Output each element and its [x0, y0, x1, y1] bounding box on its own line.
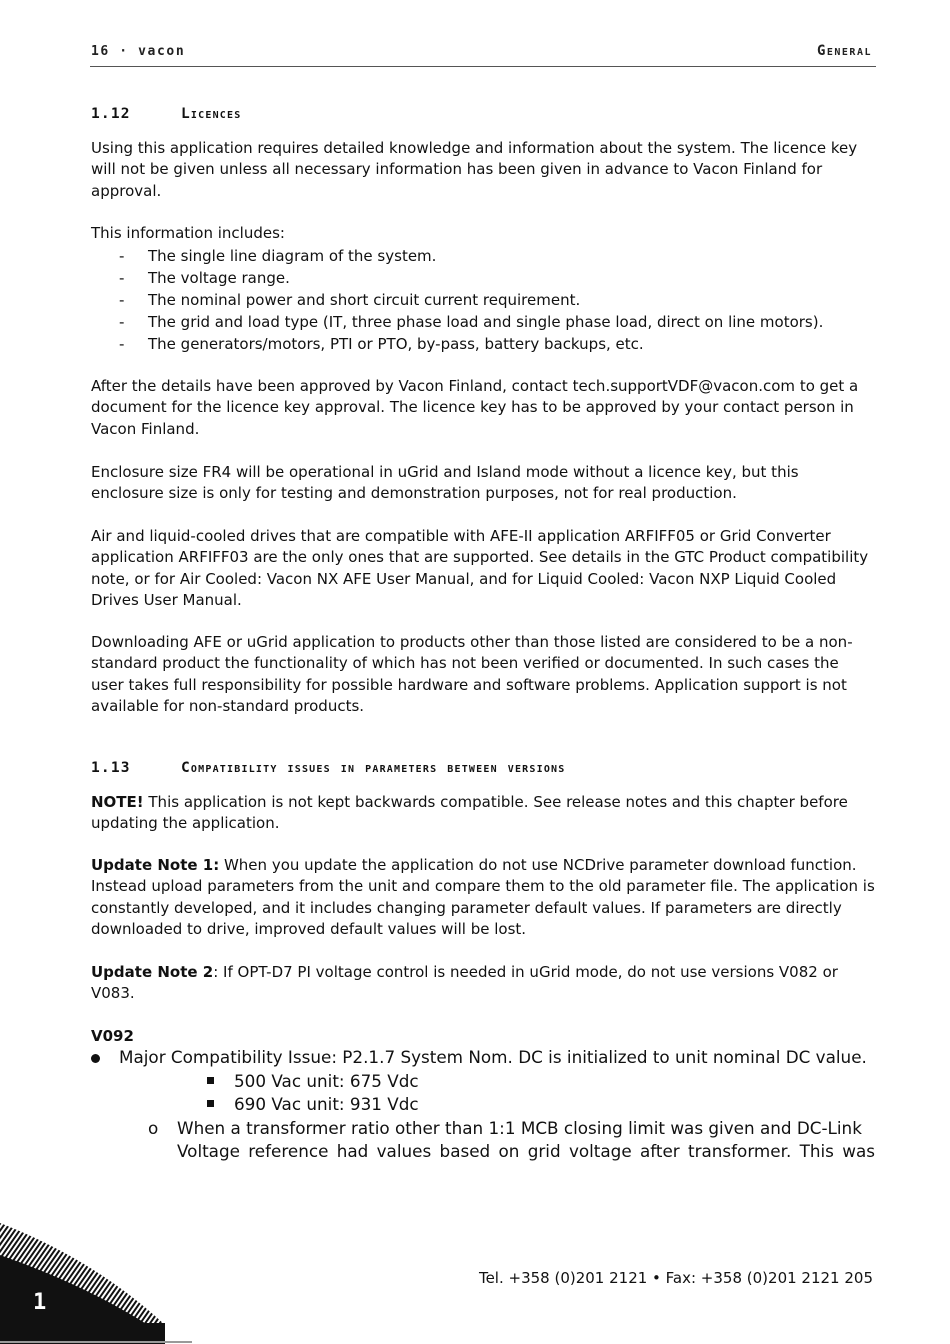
- transformer-note-line-2: Voltage reference had values based on grid voltage after transformer. This was: [177, 1141, 875, 1161]
- list-item: - The grid and load type (IT, three phase load and single phase load, direct on line motors).: [119, 313, 824, 331]
- note-paragraph: NOTE! This application is not kept backwards compatible. See release notes and this chapter before updating the application.: [91, 793, 848, 833]
- update-note-1-paragraph: Update Note 1: When you update the application do not use NCDrive parameter download function. Instead upload parameters from the unit and compare them to the old parameter file. The application is constantly developed, and it includes changing parameter default values. If parameters are directly downloaded to drive, improved default values will be lost.: [91, 856, 875, 938]
- version-label: V092: [91, 1027, 134, 1045]
- info-includes-paragraph: This information includes:: [91, 224, 285, 242]
- enclosure-paragraph: Enclosure size FR4 will be operational in uGrid and Island mode without a licence key, but this enclosure size is only for testing and demonstration purposes, not for real production.: [91, 463, 799, 503]
- approval-paragraph: After the details have been approved by Vacon Finland, contact tech.supportVDF@vacon.com to get a document for the licence key approval. The licence key has to be approved by your contact person in Vacon Finland.: [91, 377, 859, 438]
- licence-intro-paragraph: Using this application requires detailed knowledge and information about the system. The licence key will not be given unless all necessary information has been given in advance to Vacon Finland for approval.: [91, 139, 858, 200]
- page-number: 1: [33, 1290, 47, 1315]
- compatibility-bullet: Major Compatibility Issue: P2.1.7 System Nom. DC is initialized to unit nominal DC value.: [119, 1047, 867, 1067]
- footer-contact: Tel. +358 (0)201 2121 • Fax: +358 (0)201 2121 205: [478, 1269, 873, 1287]
- section-title: Compatibility issues in parameters between versions: [181, 760, 566, 776]
- compatible-drives-paragraph: Air and liquid-cooled drives that are compatible with AFE-II application ARFIFF05 or Grid Converter application ARFIFF03 are the only ones that are supported. See details in the GTC Product compatibility note, or for Air Cooled: Vacon NX AFE User Manual, and for Liquid Cooled: Vacon NXP Liquid Cooled Drives User Manual.: [91, 527, 869, 609]
- section-heading-compatibility: [91, 760, 566, 776]
- list-item: - The voltage range.: [119, 269, 290, 287]
- update-note-2-paragraph: Update Note 2: If OPT-D7 PI voltage control is needed in uGrid mode, do not use versions V082 or V083.: [91, 963, 838, 1003]
- section-number: 1.12: [91, 106, 131, 122]
- support-email-link[interactable]: tech.supportVDF@vacon.com: [572, 377, 796, 395]
- sub-item-500vac: 500 Vac unit: 675 Vdc: [234, 1071, 419, 1091]
- list-item: - The nominal power and short circuit current requirement.: [119, 291, 581, 309]
- non-standard-paragraph: Downloading AFE or uGrid application to products other than those listed are considered to be a non-standard product the functionality of which has not been verified or documented. In such cases the user takes full responsibility for possible hardware and software problems. Application support is not available for non-standard products.: [91, 633, 853, 715]
- header-divider: [90, 66, 876, 67]
- section-number: 1.13: [91, 760, 131, 776]
- square-bullet-marker: [207, 1100, 214, 1107]
- square-bullet-marker: [207, 1077, 214, 1084]
- running-header-right: General: [816, 43, 872, 59]
- required-info-list: [91, 245, 875, 355]
- bullet-marker: [91, 1054, 100, 1063]
- running-header-left: 16 · vacon: [91, 44, 186, 59]
- list-item: - The generators/motors, PTI or PTO, by-pass, battery backups, etc.: [119, 335, 644, 353]
- sub-item-690vac: 690 Vac unit: 931 Vdc: [234, 1094, 419, 1114]
- footer-corner-graphic: [0, 1215, 200, 1344]
- transformer-note-line-1: When a transformer ratio other than 1:1 MCB closing limit was given and DC-Link: [177, 1118, 862, 1138]
- section-title: Licences: [181, 106, 242, 122]
- circle-bullet-marker: o: [148, 1118, 159, 1138]
- section-heading-licences: [91, 106, 241, 122]
- list-item: - The single line diagram of the system.: [119, 247, 437, 265]
